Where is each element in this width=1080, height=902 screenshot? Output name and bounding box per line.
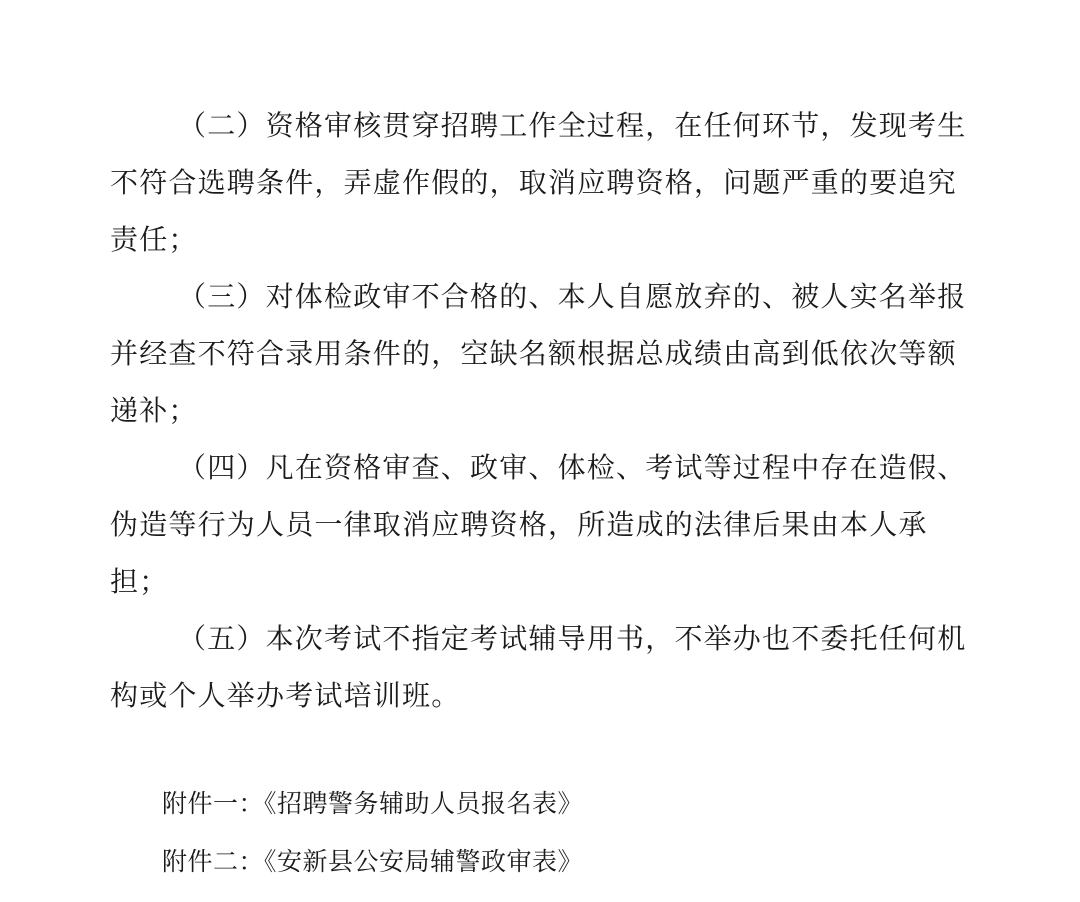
attachment-line: 附件一：《招聘警务辅助人员报名表》 xyxy=(162,789,584,818)
paragraph-line: （二）资格审核贯穿招聘工作全过程，在任何环节，发现考生 xyxy=(178,109,967,142)
paragraph-line: 担； xyxy=(110,565,169,598)
attachment-line: 附件二：《安新县公安局辅警政审表》 xyxy=(162,847,584,876)
paragraph-line: （三）对体检政审不合格的、本人自愿放弃的、被人实名举报 xyxy=(178,280,967,313)
paragraph-line: 递补； xyxy=(110,394,198,427)
paragraph-line: 伪造等行为人员一律取消应聘资格，所造成的法律后果由本人承 xyxy=(110,508,928,541)
paragraph-line: 并经查不符合录用条件的，空缺名额根据总成绩由高到低依次等额 xyxy=(110,337,957,370)
paragraph-line: （四）凡在资格审查、政审、体检、考试等过程中存在造假、 xyxy=(178,451,967,484)
paragraph-line: 责任； xyxy=(110,223,198,256)
paragraph-line: 不符合选聘条件，弄虚作假的，取消应聘资格，问题严重的要追究 xyxy=(110,166,957,199)
paragraph-line: 构或个人举办考试培训班。 xyxy=(110,679,461,712)
paragraph-line: （五）本次考试不指定考试辅导用书，不举办也不委托任何机 xyxy=(178,622,967,655)
